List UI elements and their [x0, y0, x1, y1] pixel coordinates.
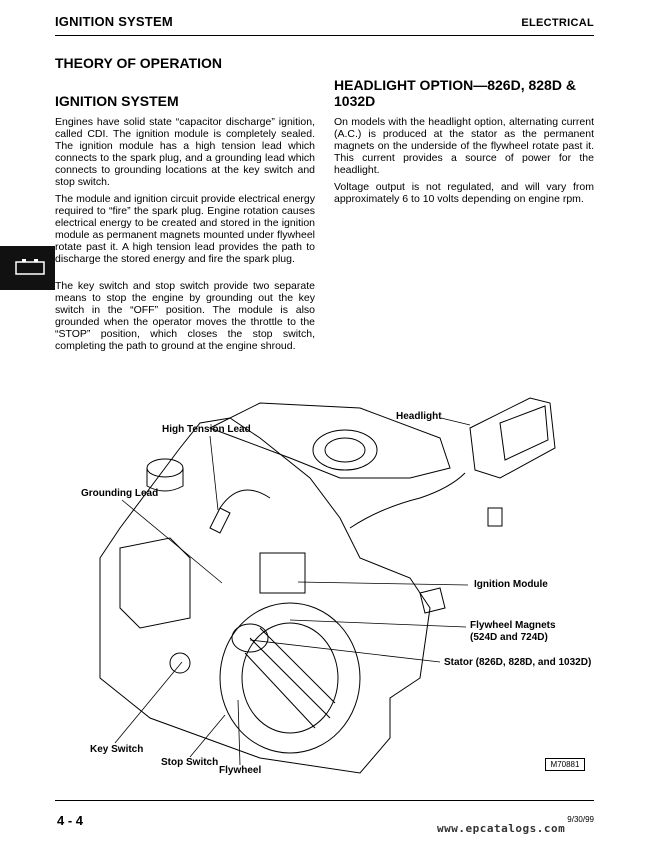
callout-high-tension-lead: High Tension Lead [162, 424, 251, 435]
theory-heading: THEORY OF OPERATION [55, 55, 222, 71]
leader-headlight [441, 418, 470, 425]
callout-flywheel-magnets: Flywheel Magnets [470, 620, 556, 631]
figure-id: M70881 [545, 758, 585, 771]
callout-stator: Stator (826D, 828D, and 1032D) [444, 657, 592, 668]
callout-grounding-lead: Grounding Lead [81, 488, 159, 499]
leader-flywheel-magnets [290, 620, 466, 627]
running-header-title: IGNITION SYSTEM [55, 14, 173, 29]
headlight-paragraph: On models with the headlight option, alternating current (A.C.) is produced at the stator as the permanent magnets on the underside of the flywheel rotate past it. This current provides a source of power for the headlight. [334, 116, 594, 176]
leader-stop-switch [190, 715, 225, 757]
callout-ignition-module: Ignition Module [474, 579, 548, 590]
leader-stator [250, 640, 440, 662]
ignition-paragraph: Engines have solid state “capacitor discharge” ignition, called CDI. The ignition module is completely sealed. The ignition module has a high tension lead which connects to the spark plug, and a grounding lead which connects to grounding locations at the key switch and stop switch. [55, 116, 315, 188]
watermark: www.epcatalogs.com [437, 822, 566, 835]
headlight-heading: HEADLIGHT OPTION—826D, 828D & 1032D [334, 77, 576, 109]
ignition-paragraph: The module and ignition circuit provide electrical energy required to “fire” the spark plug. Engine rotation causes electrical energy to be created and stored in the ignition module as permanent magnets mounted under flywheel rotate past it. A high tension lead provides the path to discharge the stored energy and fire the spark plug. [55, 193, 315, 265]
leader-ignition-module [298, 582, 468, 585]
running-header-category: ELECTRICAL [521, 17, 594, 29]
page-number: 4 - 4 [57, 813, 84, 828]
callout-key-switch: Key Switch [90, 744, 144, 755]
revision-date: 9/30/99 [567, 815, 594, 824]
callout-flywheel: Flywheel [219, 765, 262, 776]
leader-key-switch [115, 662, 182, 743]
ignition-paragraph: The key switch and stop switch provide two separate means to stop the engine by grounding out the key switch in the “OFF” position. The module is also grounded when the operator moves the throttle to the “STOP” position, which closes the stop switch, completing the path to ground at the engine shroud. [55, 280, 315, 352]
leader-high-tension-lead [210, 436, 218, 510]
footer-divider [55, 800, 594, 801]
callout-stop-switch: Stop Switch [161, 757, 219, 768]
leader-grounding-lead [122, 500, 222, 583]
callout-flywheel-magnets-models: (524D and 724D) [470, 632, 548, 643]
ignition-heading: IGNITION SYSTEM [55, 93, 179, 109]
callout-headlight: Headlight [396, 411, 442, 422]
headlight-paragraph: Voltage output is not regulated, and will vary from approximately 6 to 10 volts depending on engine rpm. [334, 181, 594, 205]
leader-flywheel [238, 700, 240, 765]
